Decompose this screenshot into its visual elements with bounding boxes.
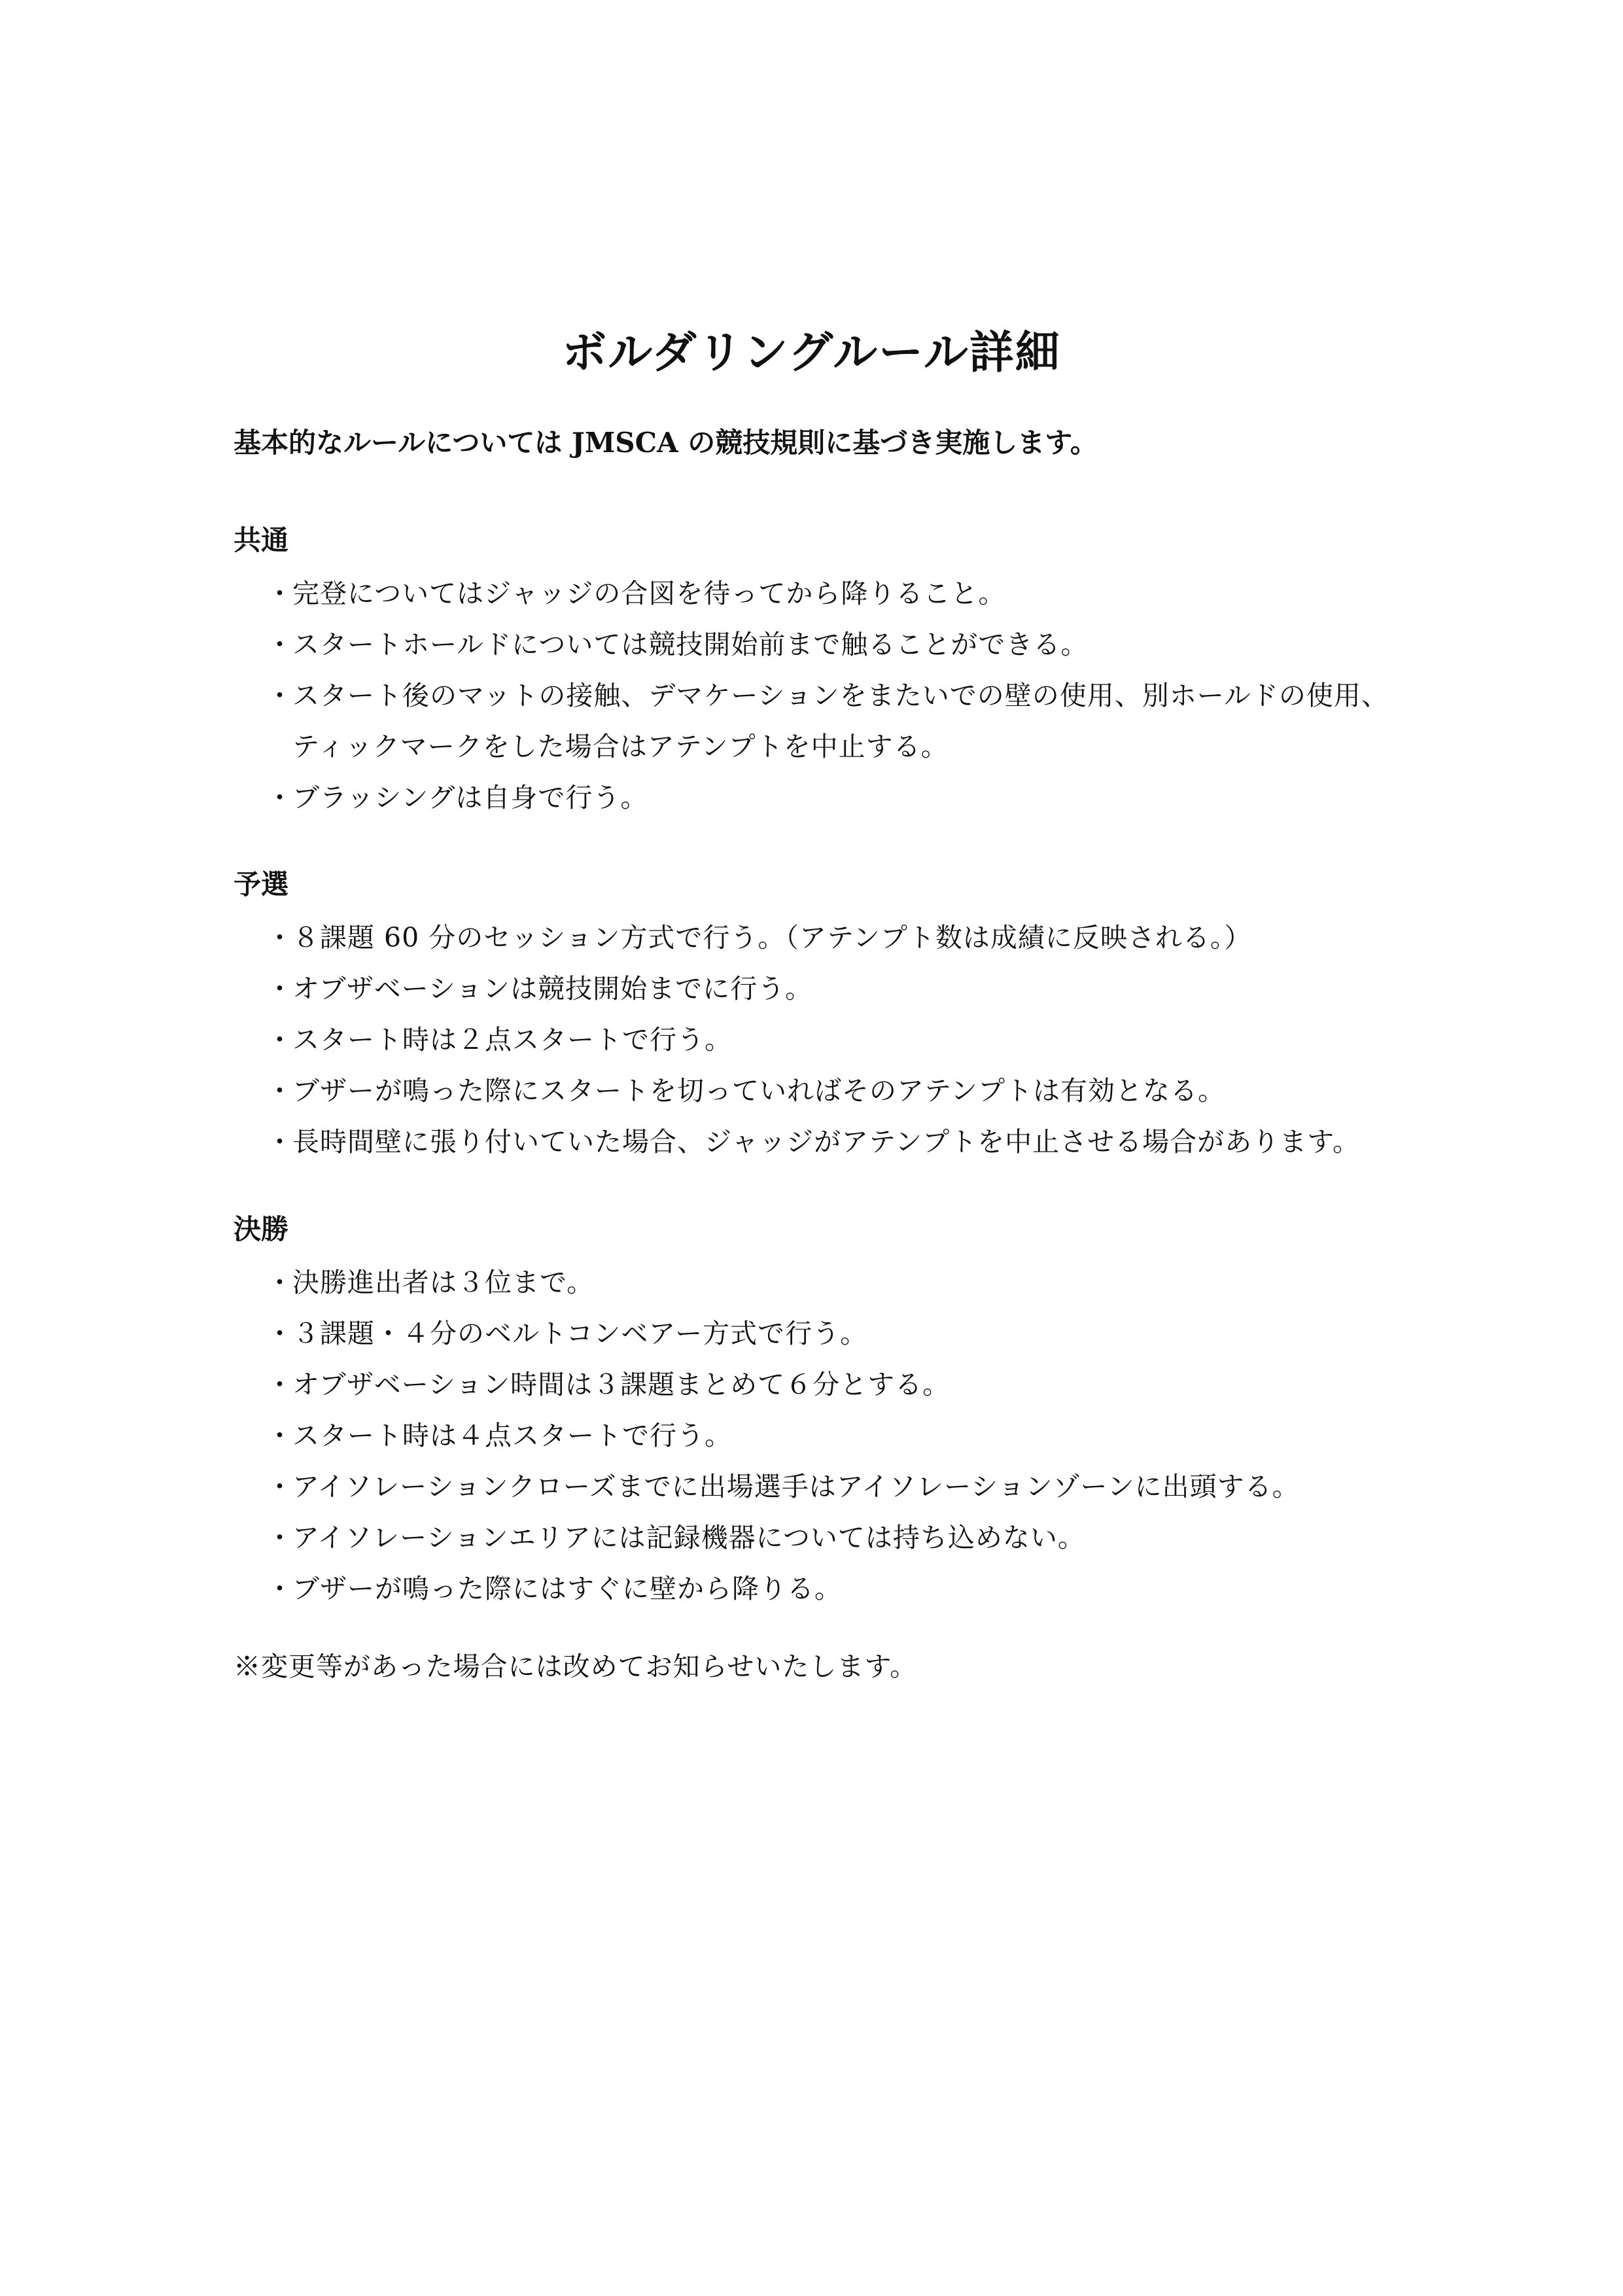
bullet: ・ (266, 973, 294, 1004)
rule-text: アイソレーションエリアには記録機器については持ち込めない。 (292, 1522, 1085, 1553)
bullet: ・ (266, 782, 294, 813)
list-item (266, 670, 1389, 772)
rule-text: 決勝進出者は３位まで。 (292, 1267, 595, 1298)
bullet: ・ (266, 629, 294, 660)
page-title: ボルダリングルール詳細 (562, 326, 1061, 379)
list-item (266, 1065, 1360, 1116)
intro-text: 基本的なルールについては JMSCA の競技規則に基づき実施します。 (234, 427, 1098, 459)
bullet: ・ (266, 1573, 294, 1604)
list-item (266, 912, 1360, 963)
rule-text: 長時間壁に張り付いていた場合、ジャッジがアテンプトを中止させる場合があります。 (292, 1126, 1360, 1157)
rule-text: スタート時は４点スタートで行う。 (292, 1420, 732, 1451)
list-item (266, 1461, 1300, 1512)
list-item (266, 1308, 1300, 1359)
bullet: ・ (266, 1369, 294, 1400)
list-item (266, 619, 1389, 670)
list-item (266, 1410, 1300, 1461)
rule-text: スタート時は２点スタートで行う。 (292, 1024, 732, 1055)
bullet: ・ (266, 1024, 294, 1055)
bullet: ・ (266, 1522, 294, 1553)
rule-text: ３課題・４分のベルトコンベアー方式で行う。 (292, 1318, 868, 1349)
list-item (266, 1116, 1360, 1167)
bullet: ・ (266, 1267, 294, 1298)
rule-text: ブラッシングは自身で行う。 (292, 782, 648, 813)
list-item (266, 568, 1389, 619)
section-qualifier (234, 861, 1360, 1167)
bullet: ・ (266, 680, 294, 711)
rule-text: ブザーが鳴った際にスタートを切っていればそのアテンプトは有効となる。 (292, 1075, 1225, 1106)
rule-text: ブザーが鳴った際にはすぐに壁から降りる。 (292, 1573, 842, 1604)
rule-text: スタート後のマットの接触、デマケーションをまたいでの壁の使用、別ホールドの使用、 (292, 680, 1389, 711)
rule-text: 完登についてはジャッジの合図を待ってから降りること。 (292, 578, 1006, 609)
rule-text: オブザベーション時間は３課題まとめて６分とする。 (292, 1369, 951, 1400)
rule-text: スタートホールドについては競技開始前まで触ることができる。 (292, 629, 1089, 660)
bullet: ・ (266, 1471, 294, 1502)
rule-list-qualifier (234, 912, 1360, 1167)
rule-list-common (234, 568, 1389, 823)
bullet: ・ (266, 1318, 294, 1349)
rule-text: オブザベーションは競技開始までに行う。 (292, 973, 813, 1004)
rule-text-continuation: ティックマークをした場合はアテンプトを中止する。 (292, 731, 949, 762)
list-item (266, 1257, 1300, 1308)
bullet: ・ (266, 1126, 294, 1157)
list-item (266, 772, 1389, 823)
rule-text: ８課題 60 分のセッション方式で行う。（アテンプト数は成績に反映される。） (292, 922, 1252, 953)
change-notice: ※変更等があった場合には改めてお知らせいたします。 (234, 1651, 918, 1682)
list-item (266, 1359, 1300, 1410)
bullet: ・ (266, 922, 294, 953)
bullet: ・ (266, 1075, 294, 1106)
list-item (266, 1512, 1300, 1563)
list-item (266, 963, 1360, 1014)
section-common (234, 517, 1389, 823)
section-heading-common: 共通 (234, 524, 289, 556)
section-heading-qualifier: 予選 (234, 868, 289, 900)
rule-text: アイソレーションクローズまでに出場選手はアイソレーションゾーンに出頭する。 (292, 1471, 1300, 1502)
bullet: ・ (266, 578, 294, 609)
rule-list-final (234, 1257, 1300, 1614)
section-final (234, 1206, 1300, 1614)
list-item (266, 1563, 1300, 1614)
bullet: ・ (266, 1420, 294, 1451)
section-heading-final: 決勝 (234, 1213, 289, 1245)
list-item (266, 1014, 1360, 1065)
